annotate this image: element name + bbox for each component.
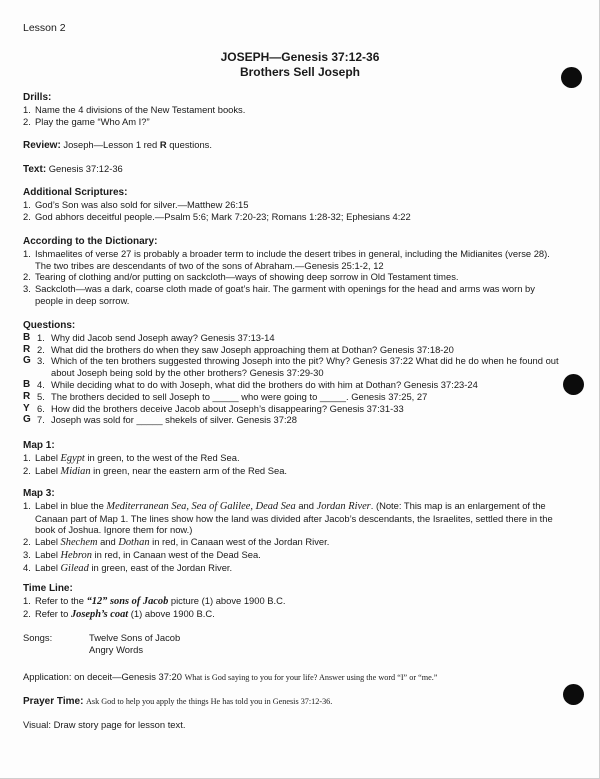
question-item: G 3. Which of the ten brothers suggested throwing Joseph into the pit? Why? Genesis 37:22 What did he do when he found out about Joseph being sold by the other brothers? Genesis 37:29-30 xyxy=(23,355,559,379)
timeline-section xyxy=(23,583,563,620)
list-item: 1. Refer to the “12” sons of Jacob picture (1) above 1900 B.C. xyxy=(23,594,286,607)
color-code-letter: G xyxy=(23,355,31,367)
dictionary-section xyxy=(23,236,563,307)
page-subtitle: Brothers Sell Joseph xyxy=(239,65,361,79)
color-code-letter: B xyxy=(23,378,31,390)
list-item: 2. Tearing of clothing and/or putting on sackcloth—ways of showing deep sorrow in Old Testament times. xyxy=(23,271,459,283)
prayer-section: Prayer Time: Ask God to help you apply the things He has told you in Genesis 37:12-36. xyxy=(23,696,333,707)
dictionary-heading: According to the Dictionary: xyxy=(23,236,158,247)
list-item: 2. God abhors deceitful people.—Psalm 5:6; Mark 7:20-23; Romans 1:28-32; Ephesians 4:22 xyxy=(23,210,411,222)
application-section: Application: on deceit—Genesis 37:20 What is God saying to you for your life? Answer using the word “I” or “me.” xyxy=(23,671,438,682)
page-title: JOSEPH—Genesis 37:12-36 xyxy=(220,50,380,64)
question-item: R 5. The brothers decided to sell Joseph to _____ who were going to _____. Genesis 37:25, 27 xyxy=(23,390,428,402)
list-item: Angry Words xyxy=(89,643,144,655)
list-item: 1. Label Egypt in green, to the west of the Red Sea. xyxy=(23,451,240,464)
map3-heading: Map 3: xyxy=(23,488,55,499)
list-item: 2. Refer to Joseph’s coat (1) above 1900 B.C. xyxy=(23,607,215,620)
text-label: Text: xyxy=(23,164,47,175)
map1-heading: Map 1: xyxy=(23,440,55,451)
question-item: R 2. What did the brothers do when they saw Joseph approaching them at Dothan? Genesis 37:18-20 xyxy=(23,343,454,355)
application-label: Application: xyxy=(23,671,72,682)
question-item: Y 6. How did the brothers deceive Jacob about Joseph’s disappearing? Genesis 37:31-33 xyxy=(23,402,404,414)
list-item: 2. Label Midian in green, near the eastern arm of the Red Sea. xyxy=(23,464,288,477)
map3-section xyxy=(23,488,563,575)
list-item: 3. Label Hebron in red, in Canaan west of the Dead Sea. xyxy=(23,548,261,561)
visual-label: Visual: xyxy=(23,719,51,730)
question-item: B 1. Why did Jacob send Joseph away? Genesis 37:13-14 xyxy=(23,331,275,343)
review-label: Review: xyxy=(23,140,61,151)
questions-heading: Questions: xyxy=(23,320,76,331)
question-item: B 4. While deciding what to do with Joseph, what did the brothers do with him at Dothan? Genesis 37:23-24 xyxy=(23,378,478,390)
punch-hole-middle xyxy=(563,374,584,395)
list-item: 3. Sackcloth—was a dark, coarse cloth made of goat’s hair. The garment with openings for the head and arms was worn by people in deep sorrow. xyxy=(23,283,535,306)
question-item: G 7. Joseph was sold for _____ shekels of silver. Genesis 37:28 xyxy=(23,414,297,426)
color-code-letter: Y xyxy=(23,402,30,414)
drills-heading: Drills: xyxy=(23,92,52,103)
list-item: 2. Label Shechem and Dothan in red, in Canaan west of the Jordan River. xyxy=(23,536,330,549)
list-item: 1. God’s Son was also sold for silver.—Matthew 26:15 xyxy=(23,198,249,210)
list-item: 2. Play the game “Who Am I?” xyxy=(23,115,150,127)
list-item: 1. Label in blue the Mediterranean Sea, Sea of Galilee, Dead Sea and Jordan River. (Note: This map is an enlargement of the Canaan part of Map 1. The lines show how the land was divided after Jacob’s descendants, the Israelites, settled there in the book of Joshua. Ignore them for now.) xyxy=(23,499,553,536)
color-code-letter: R xyxy=(23,390,31,402)
additional-heading: Additional Scriptures: xyxy=(23,187,128,198)
timeline-heading: Time Line: xyxy=(23,583,73,594)
text-section: Text: Genesis 37:12-36 xyxy=(23,163,123,175)
review-section: Review: Joseph—Lesson 1 red R questions. xyxy=(23,139,212,151)
drills-section xyxy=(23,92,563,127)
visual-section: Visual: Draw story page for lesson text. xyxy=(23,719,186,730)
list-item: 1. Ishmaelites of verse 27 is probably a broader term to include the desert tribes in general, including the Midianites (verse 28). The two tribes are descendants of two of the sons of Abraham.—Genesis 25:1-2, 12 xyxy=(23,247,550,271)
punch-hole-bottom xyxy=(563,684,584,705)
songs-section xyxy=(23,632,563,656)
list-item: 1. Name the 4 divisions of the New Testament books. xyxy=(23,103,246,115)
additional-scriptures-section xyxy=(23,187,563,222)
list-item: 4. Label Gilead in green, east of the Jordan River. xyxy=(23,561,233,574)
color-code-letter: G xyxy=(23,414,31,426)
map1-section xyxy=(23,440,563,477)
lesson-label: Lesson 2 xyxy=(23,22,66,34)
songs-label: Songs: xyxy=(23,632,53,643)
prayer-label: Prayer Time: xyxy=(23,696,84,707)
questions-section xyxy=(23,320,563,426)
list-item: Twelve Sons of Jacob xyxy=(89,632,181,643)
color-code-letter: B xyxy=(23,331,31,343)
color-code-letter: R xyxy=(23,343,31,355)
